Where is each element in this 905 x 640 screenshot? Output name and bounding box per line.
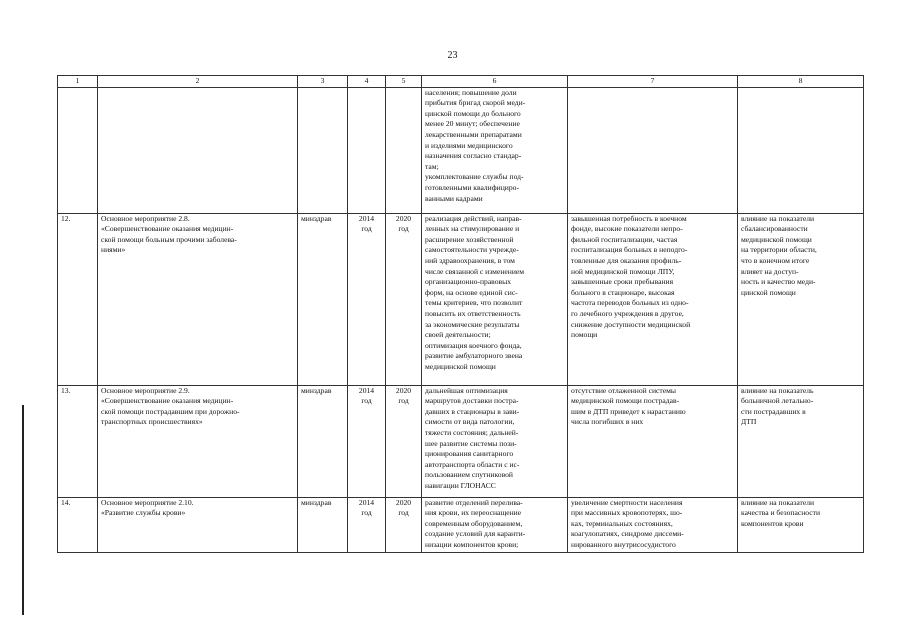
end-year: 2020 год — [386, 497, 422, 552]
content-cell: развитие отделений перелива- ния крови, их переоснащение современным оборудованием, создание условий для каранти- низации компонентов крови; — [422, 497, 568, 552]
header-cell: 2 — [98, 76, 298, 88]
measure-title: Основное мероприятие 2.9. «Совершенствование оказания медицин- ской помощи пострадавшим при дорожно- транспортных происшествиях» — [98, 385, 298, 497]
consequences-cell: увеличение смертности населения при массивных кровопотерях, шо- ках, терминальных состояниях, коагулопатиях, синдроме диссеми- нированного внутрисосудистого — [568, 497, 738, 552]
table-cell — [348, 87, 386, 213]
influence-cell: влияние на показатель больничной летально- сти пострадавших в ДТП — [738, 385, 864, 497]
influence-cell: влияние на показатели сбалансированности медицинской помощи на территории области, что в конечном итоге влияет на доступ- ность и качество меди- цинской помощи — [738, 213, 864, 385]
measure-title: Основное мероприятие 2.8. «Совершенствование оказания медицин- ской помощи больным прочими заболева- ниями» — [98, 213, 298, 385]
table-row — [58, 385, 864, 497]
table-row-continuation — [58, 87, 864, 213]
table-cell — [568, 87, 738, 213]
row-number: 12. — [58, 213, 98, 385]
consequences-cell: завышенная потребность в коечном фонде, высокие показатели непро- фильной госпитализации, частая госпитализация больных в неподго- товленные для оказания профиль- ной медицинской помощи ЛПУ, завышенные сроки пребывания больного в стационаре, высокая частота переводов больных из одно- го лечебного учреждения в другое, снижение доступности медицинской помощи — [568, 213, 738, 385]
header-cell: 7 — [568, 76, 738, 88]
executor-cell: минздрав — [298, 213, 348, 385]
start-year: 2014 год — [348, 497, 386, 552]
start-year: 2014 год — [348, 385, 386, 497]
table-cell — [98, 87, 298, 213]
content-cell: населения; повышение доли прибытия бригад скорой меди- цинской помощи до больного менее 20 минут; обеспечение лекарственными препаратами и изделиями медицинского назначения согласно стандар- там; укомплектование службы под- готовленными квалифициро- ванными кадрами — [422, 87, 568, 213]
header-cell: 4 — [348, 76, 386, 88]
executor-cell: минздрав — [298, 497, 348, 552]
influence-cell: влияние на показатели качества и безопасности компонентов крови — [738, 497, 864, 552]
scan-margin-line — [22, 405, 24, 615]
table-cell — [298, 87, 348, 213]
table-header-row — [58, 76, 864, 88]
content-cell: дальнейшая оптимизация маршрутов доставки постра- давших в стационары в зави- симости от вида патологии, тяжести состояния; дальней- шее развитие системы пози- ционирования санитарного автотранспорта области с ис- пользованием спутниковой навигации ГЛОНАСС — [422, 385, 568, 497]
end-year: 2020 год — [386, 385, 422, 497]
header-cell: 1 — [58, 76, 98, 88]
header-cell: 8 — [738, 76, 864, 88]
page-number: 23 — [447, 50, 458, 61]
row-number: 13. — [58, 385, 98, 497]
table-cell — [738, 87, 864, 213]
header-cell: 3 — [298, 76, 348, 88]
header-cell: 6 — [422, 76, 568, 88]
end-year: 2020 год — [386, 213, 422, 385]
start-year: 2014 год — [348, 213, 386, 385]
measure-title: Основное мероприятие 2.10. «Развитие службы крови» — [98, 497, 298, 552]
content-cell: реализация действий, направ- ленных на стимулирование и расширение хозяйственной самостоятельности учрежде- ний здравоохранения, в том числе связанной с изменением организационно-правовых форм, на основе единой сис- темы критериев, что позволит повысить их ответственность за экономические результаты своей деятельности; оптимизация коечного фонда, развитие амбулаторного звена медицинской помощи — [422, 213, 568, 385]
consequences-cell: отсутствие отлаженной системы медицинской помощи пострадав- шим в ДТП приведет к нарастанию числа погибших в них — [568, 385, 738, 497]
header-cell: 5 — [386, 76, 422, 88]
executor-cell: минздрав — [298, 385, 348, 497]
table-cell — [386, 87, 422, 213]
table-row — [58, 213, 864, 385]
table-cell — [58, 87, 98, 213]
program-measures-table — [57, 75, 864, 553]
row-number: 14. — [58, 497, 98, 552]
table-row — [58, 497, 864, 552]
